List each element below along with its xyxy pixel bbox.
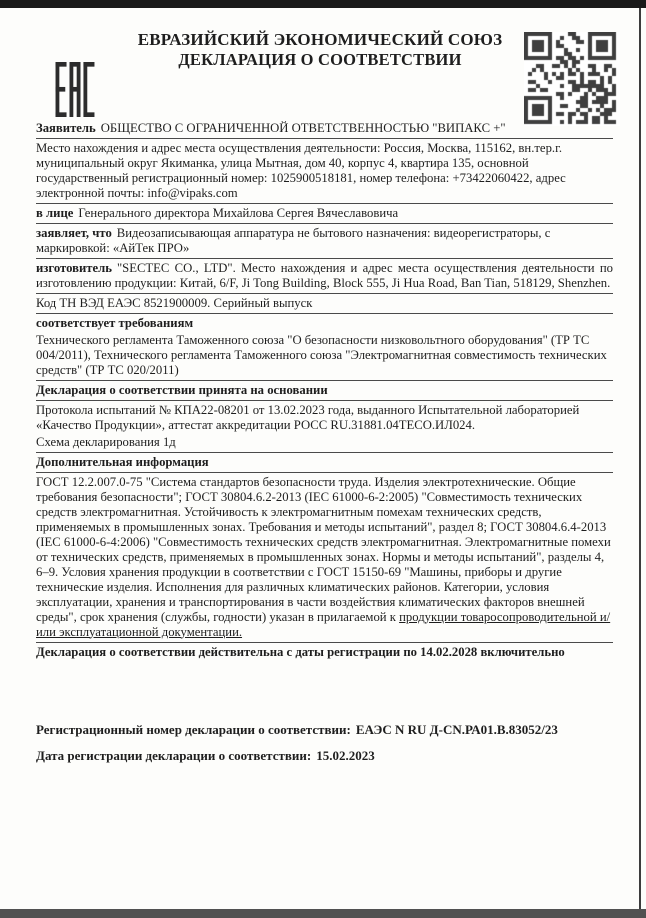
basis-heading: Декларация о соответствии принята на основании bbox=[36, 382, 328, 397]
section-divider bbox=[36, 258, 613, 259]
complies-heading: соответствует требованиям bbox=[36, 315, 194, 330]
validity-row: Декларация о соответствии действительна с даты регистрации по 14.02.2028 включительно bbox=[36, 644, 565, 659]
section-divider bbox=[36, 313, 613, 314]
additional-heading: Дополнительная информация bbox=[36, 454, 209, 469]
tnved-code-row: Код ТН ВЭД ЕАЭС 8521900009. Серийный выпуск bbox=[36, 295, 313, 310]
declares-label: заявляет, что bbox=[36, 225, 112, 240]
declaration-body bbox=[36, 120, 613, 661]
product-row bbox=[36, 225, 613, 257]
section-divider bbox=[36, 452, 613, 453]
section-divider bbox=[36, 223, 613, 224]
qr-code bbox=[524, 32, 620, 126]
section-divider bbox=[36, 400, 613, 401]
scan-top-border bbox=[0, 0, 646, 8]
gost-standards-tail: продукции товаросопроводительной и/или эксплуатационной документации. bbox=[36, 609, 611, 639]
section-divider bbox=[36, 293, 613, 294]
registration-number-row bbox=[36, 722, 630, 738]
section-divider bbox=[36, 472, 613, 473]
union-title: ЕВРАЗИЙСКИЙ ЭКОНОМИЧЕСКИЙ СОЮЗ bbox=[137, 30, 503, 49]
registration-date-value: 15.02.2023 bbox=[316, 748, 375, 763]
representative-name: Генерального директора Михайлова Сергея Вячеславовича bbox=[78, 205, 399, 220]
regulations-text: Технического регламента Таможенного союза "О безопасности низковольтного оборудования" (ТР ТС 004/2011), Технического регламента Таможенного союза "Электромагнитная совместимость технических средств" (ТР ТС 020/2011) bbox=[36, 332, 607, 377]
scan-bottom-border bbox=[0, 909, 646, 918]
registration-number-value: ЕАЭС N RU Д-CN.РА01.В.83052/23 bbox=[355, 722, 558, 737]
applicant-address: Место нахождения и адрес места осуществления деятельности: Россия, Москва, 115162, вн.тер.г. муниципальный округ Якиманка, улица Мытная, дом 40, корпус 4, квартира 135, основной государственный регистрационный номер: 1025900518181, номер телефона: +73422060422, адрес электронной почты: info@vipaks.com bbox=[36, 140, 566, 200]
registration-number-label: Регистрационный номер декларации о соответствии: bbox=[36, 722, 351, 737]
section-divider bbox=[36, 203, 613, 204]
manufacturer-label: изготовитель bbox=[36, 260, 112, 275]
eac-mark-icon bbox=[55, 62, 95, 117]
applicant-name: ОБЩЕСТВО С ОГРАНИЧЕННОЙ ОТВЕТСТВЕННОСТЬЮ "ВИПАКС +" bbox=[100, 121, 506, 135]
document-title: ДЕКЛАРАЦИЯ О СООТВЕТСТВИИ bbox=[178, 50, 462, 70]
basis-text: Протокола испытаний № КПА22-08201 от 13.02.2023 года, выданного Испытательной лабораторией «Качество Продукции», аттестат аккредитации РОСС RU.31881.04ТЕСО.ИЛ024. bbox=[36, 402, 580, 432]
section-divider bbox=[36, 138, 613, 139]
applicant-row bbox=[36, 120, 613, 137]
registration-block bbox=[36, 722, 630, 774]
gost-standards-text: ГОСТ 12.2.007.0-75 "Система стандартов безопасности труда. Изделия электротехнические. Общие требования безопасности"; ГОСТ 30804.6.2-2013 (IEC 61000-6-2:2005) "Совместимость технических средств электромагнитная. Устойчивость к электромагнитным помехам технических средств, применяемых в промышленных зонах. Требования и методы испытаний", раздел 8; ГОСТ 30804.6.4-2013 (IEC 61000-6-4:2006) "Совместимость технических средств электромагнитная. Электромагнитные помехи от технических средств, применяемых в промышленных зонах. Нормы и методы испытаний", разделы 4, 6–9. Условия хранения продукции в соответствии с ГОСТ 15150-69 "Машины, приборы и другие технические изделия. Исполнения для различных климатических районов. Категории, условия эксплуатации, хранения и транспортирования в части воздействия климатических факторов внешней среды", срок хранения (службы, годности) указан в прилагаемой к bbox=[36, 474, 611, 624]
product-description: Видеозаписывающая аппаратура не бытового назначения: видеорегистраторы, с маркировкой: «АйТек ПРО» bbox=[36, 225, 551, 255]
scheme-row: Схема декларирования 1д bbox=[36, 434, 176, 449]
applicant-label: Заявитель bbox=[36, 121, 96, 135]
section-divider bbox=[36, 380, 613, 381]
document-header bbox=[60, 30, 580, 70]
registration-date-label: Дата регистрации декларации о соответствии: bbox=[36, 748, 312, 763]
registration-date-row bbox=[36, 748, 630, 764]
representative-row bbox=[36, 205, 613, 222]
manufacturer-info: "SECTEC CO., LTD". Место нахождения и адрес места осуществления деятельности по изготовлению продукции: Китай, 6/F, Ji Tong Building, Block 555, Ji Hua Road, Ban Tian, 518129, Shenzhen. bbox=[36, 260, 613, 290]
representative-label: в лице bbox=[36, 205, 74, 220]
manufacturer-row bbox=[36, 260, 613, 292]
